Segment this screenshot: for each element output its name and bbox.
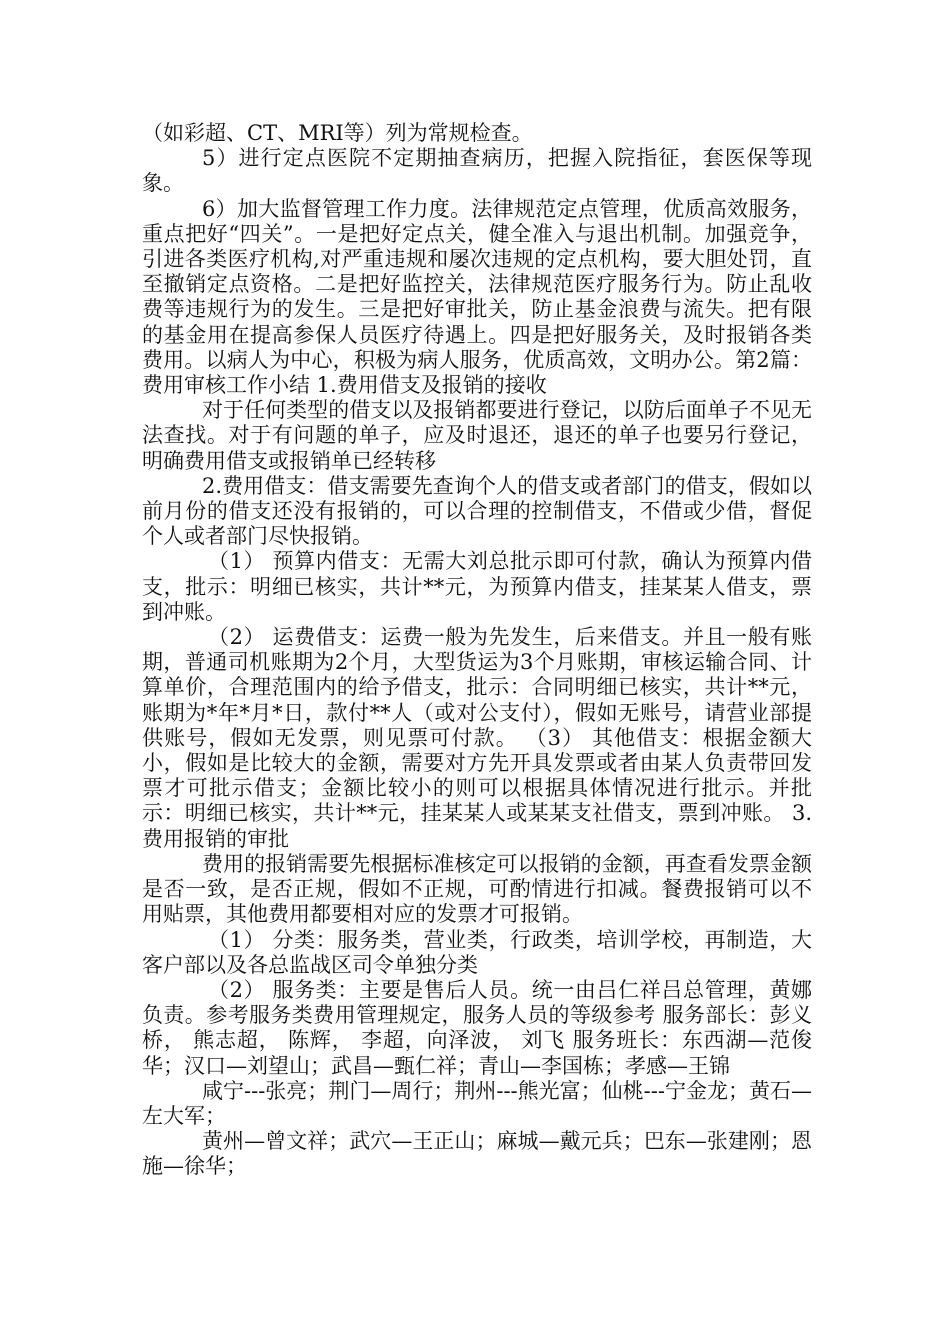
paragraph-registration: 对于任何类型的借支以及报销都要进行登记，以防后面单子不见无法查找。对于有问题的单子，应及时退还，退还的单子也要另行登记，明确费用借支或报销单已经转移 [142, 398, 812, 473]
paragraph-freight-advance: （2） 运费借支：运费一般为先发生，后来借支。并且一般有账期，普通司机账期为2个月，大型货运为3个月账期，审核运输合同、计算单价，合理范围内的给予借支，批示：合同明细已核实，共计**元，账期为*年*月*日，款付**人（或对公支付），假如无账号，请营业部提供账号，假如无发票，则见票可付款。 （3） 其他借支：根据金额大小，假如是比较大的金额，需要对方先开具发票或者由某人负责带回发票才可批示借支；金额比较小的则可以根据具体情况进行批示。并批示：明细已核实，共计**元，挂某某人或某某支社借支，票到冲账。 3.费用报销的审批 [142, 625, 812, 851]
paragraph-expense-advance: 2.费用借支：借支需要先查询个人的借支或者部门的借支，假如以前月份的借支还没有报销的，可以合理的控制借支，不借或少借，督促个人或者部门尽快报销。 [142, 473, 812, 549]
paragraph-service-list-2: 黄州—曾文祥；武穴—王正山；麻城—戴元兵；巴东—张建刚；恩施—徐华； [142, 1129, 812, 1179]
paragraph-service-category: （2） 服务类：主要是售后人员。统一由吕仁祥吕总管理，黄娜负责。参考服务类费用管理规定，服务人员的等级参考 服务部长：彭义桥， 熊志超， 陈辉， 李超，向泽波， 刘飞 服务班长：东西湖—范俊华；汉口—刘望山；武昌—甄仁祥；青山—李国栋；孝感—王锦 [142, 977, 812, 1078]
paragraph-exam-items: （如彩超、CT、MRI等）列为常规检查。 [142, 121, 533, 145]
paragraph-service-list-1: 咸宁---张亮；荆门—周行；荆州---熊光富；仙桃---宁金龙；黄石—左大军； [142, 1078, 812, 1128]
paragraph-item-5: 5）进行定点医院不定期抽查病历，把握入院指征，套医保等现象。 [142, 146, 812, 196]
paragraph-classification: （1） 分类：服务类，营业类，行政类，培训学校，再制造，大客户部以及各总监战区司令单独分类 [142, 927, 812, 977]
paragraph-reimbursement: 费用的报销需要先根据标准核定可以报销的金额，再查看发票金额是否一致，是否正规，假如不正规，可酌情进行扣减。餐费报销可以不用贴票，其他费用都要相对应的发票才可报销。 [142, 851, 812, 927]
paragraph-budget-advance: （1） 预算内借支：无需大刘总批示即可付款，确认为预算内借支，批示：明细已核实，共计**元，为预算内借支，挂某某人借支，票到冲账。 [142, 549, 812, 624]
document-body [142, 121, 812, 1180]
paragraph-item-6: 6）加大监督管理工作力度。法律规范定点管理，优质高效服务，重点把好“四关”。一是把好定点关，健全准入与退出机制。加强竞争，引进各类医疗机构,对严重违规和屡次违规的定点机构，要大胆处罚，直至撤销定点资格。二是把好监控关，法律规范医疗服务行为。防止乱收费等违规行为的发生。三是把好审批关，防止基金浪费与流失。把有限的基金用在提高参保人员医疗待遇上。四是把好服务关，及时报销各类费用。以病人为中心，积极为病人服务，优质高效，文明办公。第2篇：费用审核工作小结 1.费用借支及报销的接收 [142, 196, 812, 398]
